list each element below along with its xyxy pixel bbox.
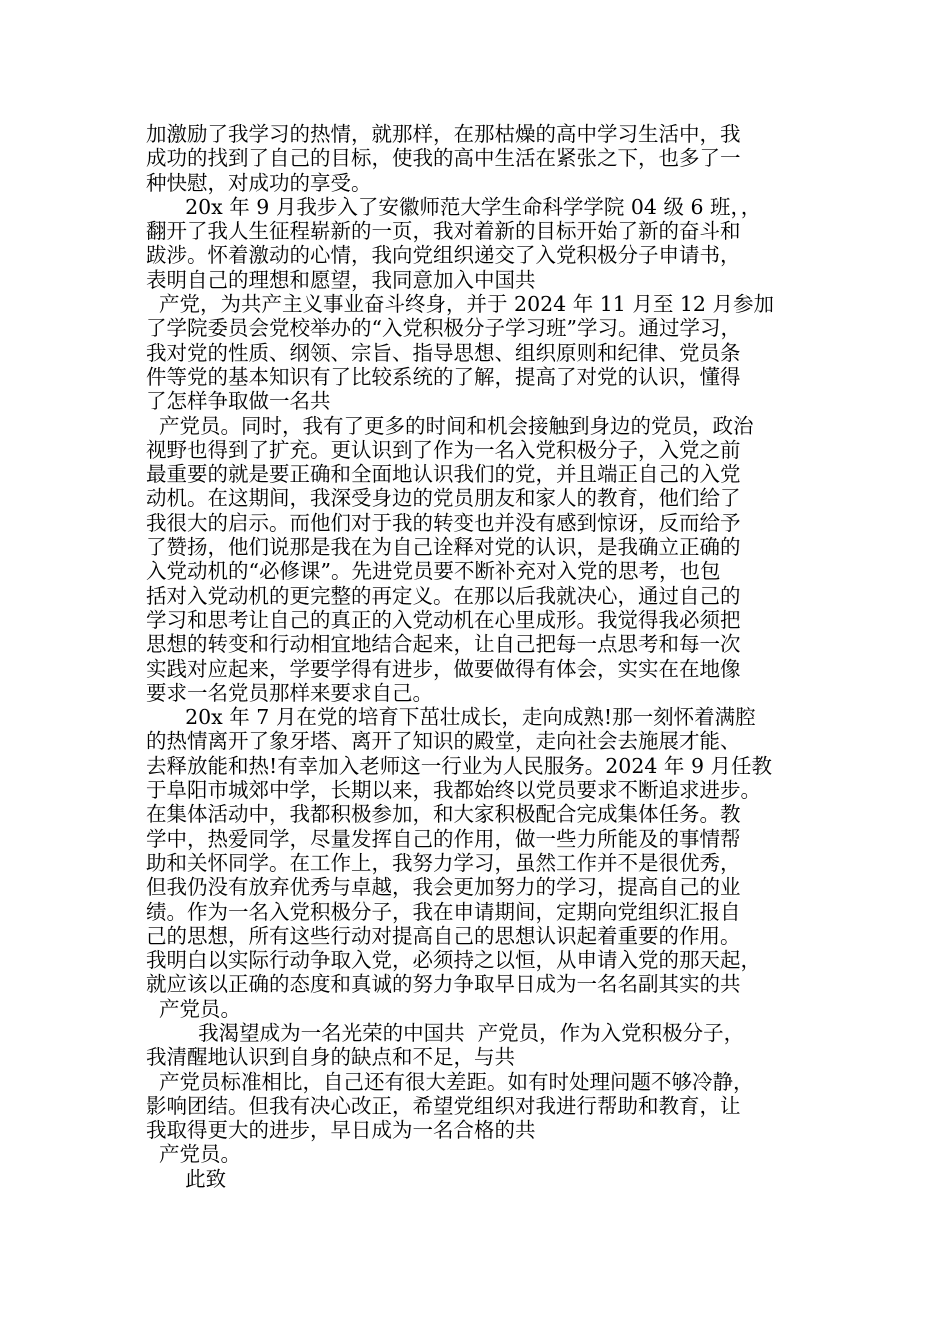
text-line: 20x 年 7 月在党的培育下茁壮成长，走向成熟!那一刻怀着满腔 [146,705,756,730]
text-line: 加激励了我学习的热情，就那样，在那枯燥的高中学习生活中，我 [146,122,741,146]
text-line: 成功的找到了自己的目标，使我的高中生活在紧张之下，也多了一 [146,146,741,171]
text-line: 于阜阳市城郊中学，长期以来，我都始终以党员要求不断追求进步。 [146,778,761,803]
text-line: 最重要的就是要正确和全面地认识我们的党，并且端正自己的入党 [146,462,741,487]
text-line: 去释放能和热!有幸加入老师这一行业为人民服务。2024 年 9 月任教 [146,753,772,778]
text-line: 实践对应起来，学要学得有进步，做要做得有体会，实实在在地像 [146,656,741,681]
text-line: 了赞扬，他们说那是我在为自己诠释对党的认识，是我确立正确的 [146,535,741,560]
text-line: 我取得更大的进步，早日成为一名合格的共 [146,1118,536,1143]
text-line: 我明白以实际行动争取入党，必须持之以恒，从申请入党的那天起， [146,948,761,973]
text-line: 绩。作为一名入党积极分子，我在申请期间，定期向党组织汇报自 [146,899,741,924]
text-line: 我对党的性质、纲领、宗旨、指导思想、组织原则和纪律、党员条 [146,340,741,365]
text-line: 在集体活动中，我都积极参加，和大家积极配合完成集体任务。教 [146,802,741,827]
text-line: 产党员。同时，我有了更多的时间和机会接触到身边的党员，政治 [146,413,754,438]
text-line: 学习和思考让自己的真正的入党动机在心里成形。我觉得我必须把 [146,607,741,632]
text-line: 我渴望成为一名光荣的中国共 产党员，作为入党积极分子， [146,1020,745,1045]
text-line: 翻开了我人生征程崭新的一页，我对着新的目标开始了新的奋斗和 [146,219,741,244]
text-line: 产党员。 [146,1142,242,1167]
text-line: 思想的转变和行动相宜地结合起来，让自己把每一点思考和每一次 [146,632,741,657]
text-line: 助和关怀同学。在工作上，我努力学习，虽然工作并不是很优秀， [146,850,741,875]
text-line: 学中，热爱同学，尽量发挥自己的作用，做一些力所能及的事情帮 [146,826,741,851]
body-text [146,122,826,1191]
text-line: 己的思想，所有这些行动对提高自己的思想认识起着重要的作用。 [146,923,741,948]
text-line: 的热情离开了象牙塔、离开了知识的殿堂，走向社会去施展才能、 [146,729,741,754]
text-line: 了学院委员会党校举办的“入党积极分子学习班”学习。通过学习， [146,316,741,341]
text-line: 动机。在这期间，我深受身边的党员朋友和家人的教育，他们给了 [146,486,741,511]
text-line: 我清醒地认识到自身的缺点和不足，与共 [146,1045,515,1070]
text-line: 跋涉。怀着激动的心情，我向党组织递交了入党积极分子申请书， [146,243,741,268]
text-line: 产党员。 [146,996,242,1021]
text-line: 了怎样争取做一名共 [146,389,331,414]
text-line: 就应该以正确的态度和真诚的努力争取早日成为一名名副其实的共 [146,972,741,997]
text-line: 但我仍没有放弃优秀与卓越，我会更加努力的学习，提高自己的业 [146,875,741,900]
text-line: 括对入党动机的更完整的再定义。在那以后我就决心，通过自己的 [146,583,741,608]
text-line: 影响团结。但我有决心改正，希望党组织对我进行帮助和教育，让 [146,1093,741,1118]
text-line: 表明自己的理想和愿望，我同意加入中国共 [146,267,536,292]
text-line: 我很大的启示。而他们对于我的转变也并没有感到惊讶，反而给予 [146,510,741,535]
text-line: 入党动机的“必修课”。先进党员要不断补充对入党的思考，也包 [146,559,721,584]
text-line: 20x 年 9 月我步入了安徽师范大学生命科学学院 04 级 6 班，， [146,194,762,219]
text-line: 此致 [146,1166,227,1191]
text-line: 产党，为共产主义事业奋斗终身，并于 2024 年 11 月至 12 月参加 [146,292,774,317]
text-line: 件等党的基本知识有了比较系统的了解，提高了对党的认识，懂得 [146,364,741,389]
text-line: 种快慰，对成功的享受。 [146,170,372,195]
text-line: 产党员标准相比，自己还有很大差距。如有时处理问题不够冷静， [146,1069,754,1094]
text-line: 要求一名党员那样来要求自己。 [146,680,433,705]
text-line: 视野也得到了扩充。更认识到了作为一名入党积极分子，入党之前 [146,437,741,462]
